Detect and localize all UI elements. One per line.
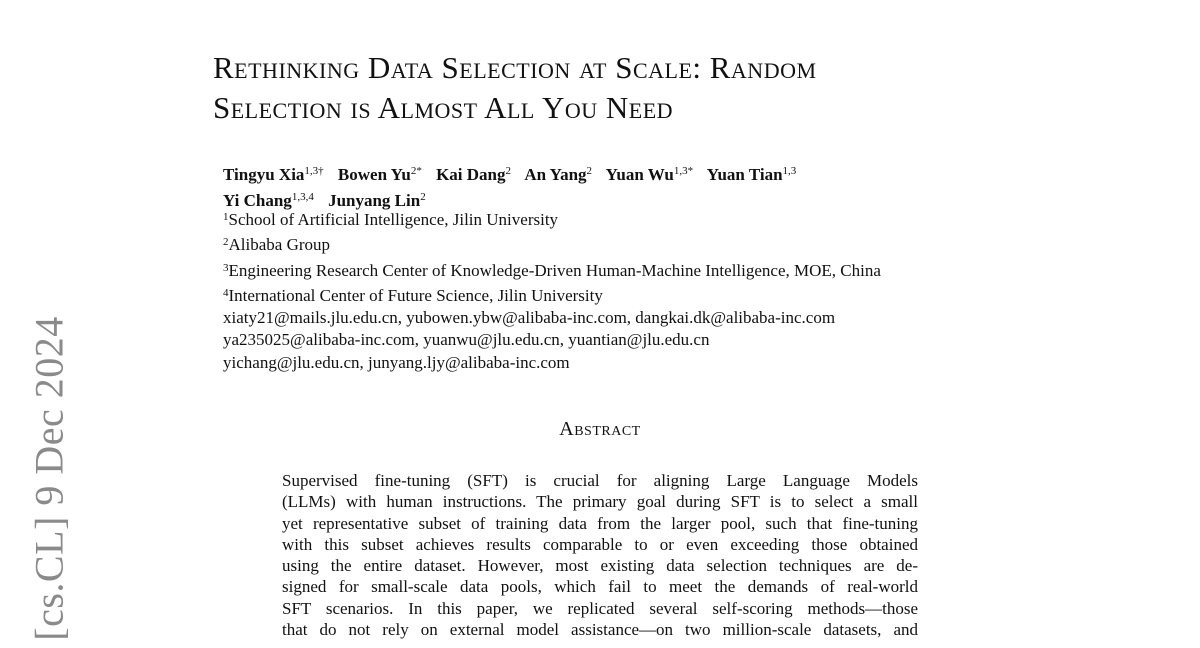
title-line-2: Selection is Almost All You Need bbox=[213, 90, 674, 125]
affiliations bbox=[223, 206, 881, 374]
abstract-body bbox=[282, 470, 918, 640]
abstract-line: signed for small-scale data pools, which fail to meet the demands of real-world bbox=[282, 577, 918, 597]
arxiv-stamp-text: [cs.CL] 9 Dec 2024 bbox=[26, 315, 72, 641]
author: Yi Chang$^{1,3,4}$ bbox=[223, 191, 314, 210]
author-list bbox=[223, 160, 806, 212]
affiliation: $^3$Engineering Research Center of Knowledge-Driven Human-Machine Intelligence, MOE, China bbox=[223, 260, 881, 280]
arxiv-stamp bbox=[26, 315, 72, 641]
email-line: ya235025@alibaba-inc.com, yuanwu@jlu.edu.cn, yuantian@jlu.edu.cn bbox=[223, 330, 710, 350]
affiliation: $^4$International Center of Future Science, Jilin University bbox=[223, 285, 603, 305]
author-row-1 bbox=[223, 160, 806, 186]
author: Yuan $Wu^{1,3*}$ bbox=[605, 165, 694, 184]
abstract-line: (LLMs) with human instructions. The primary goal during SFT is to select a small bbox=[282, 492, 918, 512]
author: Yuan Tian$^{1,3}$ bbox=[706, 165, 797, 184]
abstract-line: with this subset achieves results comparable to or even exceeding those obtained bbox=[282, 534, 918, 554]
abstract-line: that do not rely on external model assistance—on two million-scale datasets, and bbox=[282, 620, 918, 640]
abstract-line: using the entire dataset. However, most existing data selection techniques are de- bbox=[282, 556, 918, 576]
author: Tingyu Xia$^{1,3\dagger}$ bbox=[223, 165, 324, 184]
abstract-line: yet representative subset of training data from the larger pool, such that fine-tuning bbox=[282, 513, 918, 533]
author: Junyang Lin$^2$ bbox=[328, 191, 426, 210]
paper-title bbox=[213, 48, 817, 128]
author: Kai Dang$^2$ bbox=[436, 165, 512, 184]
abstract-line: Supervised fine-tuning (SFT) is crucial for aligning Large Language Models bbox=[282, 471, 918, 490]
abstract-heading: Abstract bbox=[559, 418, 641, 440]
author: Bowen $Yu^{2*}$ bbox=[337, 165, 422, 184]
title-line-1: Rethinking Data Selection at Scale: Random bbox=[213, 50, 817, 85]
email-line: xiaty21@mails.jlu.edu.cn, yubowen.ybw@alibaba-inc.com, dangkai.dk@alibaba-inc.com bbox=[223, 308, 836, 328]
abstract-line: SFT scenarios. In this paper, we replicated several self-scoring methods—those bbox=[282, 598, 918, 618]
email-line: yichang@jlu.edu.cn, junyang.ljy@alibaba-inc.com bbox=[223, 352, 570, 372]
affiliation: $^1$School of Artificial Intelligence, Jilin University bbox=[223, 210, 559, 229]
author: An Yang$^2$ bbox=[524, 165, 593, 184]
affiliation: $^2$Alibaba Group bbox=[223, 235, 331, 255]
